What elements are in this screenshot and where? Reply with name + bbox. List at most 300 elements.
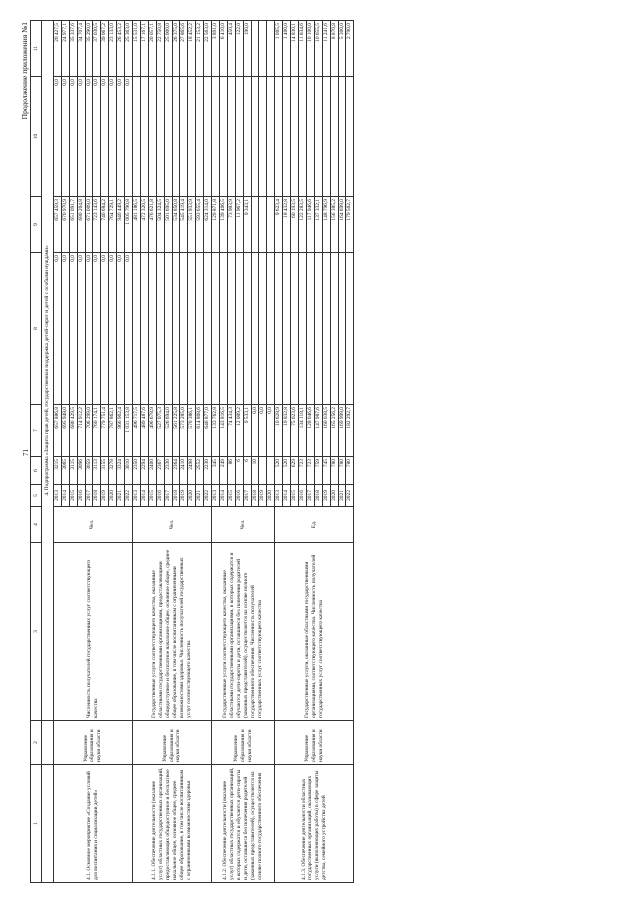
- regional-budget: 764 729,1: [109, 197, 117, 253]
- federal-budget: [330, 253, 338, 405]
- indicator-value: 2230: [204, 457, 212, 485]
- local-budget: [299, 77, 307, 197]
- year: 2020: [188, 485, 196, 507]
- regional-budget: 501 695,0: [164, 197, 172, 253]
- year: 2015: [291, 485, 299, 507]
- indicator-value: 2367: [156, 457, 164, 485]
- year: 2017: [85, 485, 93, 507]
- indicator-value: 2330: [164, 457, 172, 485]
- extrabudgetary: 39 067,2: [101, 21, 109, 77]
- extrabudgetary: 20 057,1: [148, 21, 156, 77]
- extrabudgetary: 35 337,6: [69, 21, 77, 77]
- indicator-value: 745: [322, 457, 330, 485]
- measure-name: 4.1.1. Обеспечение деятельности (оказание услуг) областных государственных организаций, предоставляющих общедоступное и бесплатное начальное общее, основное общее, среднее общее образование, в том числе воспитанникам с ограниченными возможностями здоровья: [132, 765, 211, 883]
- regional-budget: 534 850,8: [172, 197, 180, 253]
- year: 2017: [306, 485, 314, 507]
- indicator-value: 3065: [61, 457, 69, 485]
- indicator-value: 780: [338, 457, 346, 485]
- unit: Чел.: [212, 507, 275, 543]
- regional-budget: [259, 197, 267, 253]
- year: 2017: [164, 485, 172, 507]
- extrabudgetary: 35 290,0: [85, 21, 93, 77]
- local-budget: 0,0: [125, 77, 133, 197]
- year: 2020: [109, 485, 117, 507]
- year: 2018: [172, 485, 180, 507]
- local-budget: 0,0: [77, 77, 85, 197]
- indicator-value: 3155: [101, 457, 109, 485]
- total-amount: 0,0: [267, 405, 275, 457]
- local-budget: [196, 77, 204, 197]
- year: 2019: [259, 485, 267, 507]
- total-amount: 489 487,6: [140, 405, 148, 457]
- federal-budget: [346, 253, 354, 405]
- regional-budget: 940 449,2: [117, 197, 125, 253]
- indicator-value: 2552: [196, 457, 204, 485]
- col-number: 1: [31, 765, 42, 883]
- extrabudgetary: 25 000,0: [164, 21, 172, 77]
- year: 2013: [212, 485, 220, 507]
- federal-budget: [314, 253, 322, 405]
- total-amount: 573 285,0: [180, 405, 188, 457]
- year: 2016: [77, 485, 85, 507]
- total-amount: 706 299,0: [85, 405, 93, 457]
- federal-budget: 0,0: [77, 253, 85, 405]
- year: 2015: [148, 485, 156, 507]
- local-budget: [180, 77, 188, 197]
- local-budget: [338, 77, 346, 197]
- federal-budget: [196, 253, 204, 405]
- federal-budget: [251, 253, 259, 405]
- regional-budget: 624 314,0: [204, 197, 212, 253]
- extrabudgetary: 11 834,6: [299, 21, 307, 77]
- federal-budget: [338, 253, 346, 405]
- extrabudgetary: 190,0: [243, 21, 251, 77]
- extrabudgetary: 37 030,5: [93, 21, 101, 77]
- regional-budget: 122 283,5: [299, 197, 307, 253]
- regional-budget: 593 655,4: [196, 197, 204, 253]
- regional-budget: 60 193,5: [291, 197, 299, 253]
- local-budget: [322, 77, 330, 197]
- year: 2013: [275, 485, 283, 507]
- indicator-value: 3059: [85, 457, 93, 485]
- year: 2014: [61, 485, 69, 507]
- year: 2018: [93, 485, 101, 507]
- extrabudgetary: 6 410,0: [219, 21, 227, 77]
- local-budget: [204, 77, 212, 197]
- extrabudgetary: 8 870,8: [330, 21, 338, 77]
- indicator-value: 6: [243, 457, 251, 485]
- col-number: 5: [31, 485, 42, 507]
- indicator-value: 3324: [117, 457, 125, 485]
- indicator-value: 520: [275, 457, 283, 485]
- local-budget: [283, 77, 291, 197]
- extrabudgetary: 22 750,8: [156, 21, 164, 77]
- empty-cell: [42, 765, 54, 883]
- year: 2016: [235, 485, 243, 507]
- year: 2013: [132, 485, 140, 507]
- extrabudgetary: 2 790,0: [346, 21, 354, 77]
- year: 2016: [156, 485, 164, 507]
- regional-budget: 1 005 790,8: [125, 197, 133, 253]
- indicator-value: 6: [235, 457, 243, 485]
- federal-budget: 0,0: [85, 253, 93, 405]
- regional-budget: 671 009,0: [85, 197, 93, 253]
- total-amount: 686 429,5: [69, 405, 77, 457]
- total-amount: 496 717,5: [132, 405, 140, 457]
- year: 2018: [251, 485, 259, 507]
- regional-budget: 740 684,2: [101, 197, 109, 253]
- total-amount: 0,0: [251, 405, 259, 457]
- table-row: [275, 21, 283, 883]
- federal-budget: [291, 253, 299, 405]
- extrabudgetary: 3 891,0: [212, 21, 220, 77]
- local-budget: [172, 77, 180, 197]
- local-budget: 0,0: [101, 77, 109, 197]
- local-budget: 0,0: [109, 77, 117, 197]
- extrabudgetary: 1 400,0: [283, 21, 291, 77]
- regional-budget: 545 419,4: [180, 197, 188, 253]
- indicator-value: 2294: [140, 457, 148, 485]
- col-number: 8: [31, 253, 42, 405]
- executor: Управление образования и науки области: [132, 721, 211, 765]
- extrabudgetary: 17 167,1: [140, 21, 148, 77]
- total-amount: 526 694,0: [164, 405, 172, 457]
- total-amount: 657 886,8: [53, 405, 61, 457]
- extrabudgetary: 21 153,2: [196, 21, 204, 77]
- total-amount: 614 808,6: [196, 405, 204, 457]
- local-budget: [259, 77, 267, 197]
- year: 2020: [267, 485, 275, 507]
- year: 2019: [322, 485, 330, 507]
- indicator-value: 3115: [69, 457, 77, 485]
- total-amount: 527 075,3: [156, 405, 164, 457]
- indicator-name: Государственные услуги соответствующего качества, оказанные областными государственными организациями, предоставляющими общедоступное и бесплатное начальное общее, основное общее, среднее общее образование, в том числе воспитанникам с ограниченными возможностями здоровья. Численность получателей государственных услуг соответствующего качества: [132, 543, 211, 721]
- federal-budget: [132, 253, 140, 405]
- regional-budget: 139 406,5: [219, 197, 227, 253]
- indicator-value: 10: [251, 457, 259, 485]
- federal-budget: [188, 253, 196, 405]
- table-row: [53, 21, 61, 883]
- year: 2015: [227, 485, 235, 507]
- federal-budget: [164, 253, 172, 405]
- indicator-value: 723: [306, 457, 314, 485]
- local-budget: [227, 77, 235, 197]
- local-budget: [132, 77, 140, 197]
- indicator-name: Государственные услуги, оказанные областными государственными организациями, соответствующего качества. Численность получателей государственных услуг соответствующего качества: [275, 543, 354, 721]
- total-amount: 74 434,3: [227, 405, 235, 457]
- total-amount: 10 628,9: [275, 405, 283, 457]
- extrabudgetary: 122,0: [235, 21, 243, 77]
- indicator-value: 3010: [125, 457, 133, 485]
- total-amount: 0,0: [259, 405, 267, 457]
- col-number: 9: [31, 197, 42, 253]
- indicator-value: 723: [299, 457, 307, 485]
- indicator-value: 2364: [172, 457, 180, 485]
- table-row: [132, 21, 140, 883]
- local-budget: [235, 77, 243, 197]
- local-budget: [140, 77, 148, 197]
- local-budget: [212, 77, 220, 197]
- regional-budget: 73 983,9: [227, 197, 235, 253]
- federal-budget: [322, 253, 330, 405]
- regional-budget: 11 967,2: [235, 197, 243, 253]
- regional-budget: 551 933,9: [188, 197, 196, 253]
- federal-budget: [204, 253, 212, 405]
- local-budget: [148, 77, 156, 197]
- year: 2022: [125, 485, 133, 507]
- year: 2016: [299, 485, 307, 507]
- total-amount: 9 533,1: [243, 405, 251, 457]
- total-amount: 496 678,9: [148, 405, 156, 457]
- local-budget: [243, 77, 251, 197]
- indicator-value: 2400: [148, 457, 156, 485]
- measure-name: 4.1.2. Обеспечение деятельности (оказание услуг) областных государственных организаций, в которых содержатся и обучаются дети-сироты и дети, оставшиеся без попечения родителей (законных представителей), осуществляется на основе полного государственного обеспечения: [212, 765, 275, 883]
- total-amount: 128 046,6: [306, 405, 314, 457]
- federal-budget: [172, 253, 180, 405]
- extrabudgetary: 25 363,0: [125, 21, 133, 77]
- regional-budget: 129 871,8: [212, 197, 220, 253]
- federal-budget: [275, 253, 283, 405]
- indicator-value: 345: [212, 457, 220, 485]
- year: 2019: [180, 485, 188, 507]
- federal-budget: 0,0: [125, 253, 133, 405]
- year: 2018: [314, 485, 322, 507]
- regional-budget: [267, 197, 275, 253]
- regional-budget: 504 324,5: [156, 197, 164, 253]
- federal-budget: [212, 253, 220, 405]
- year: 2015: [69, 485, 77, 507]
- extrabudgetary: 26 375,0: [172, 21, 180, 77]
- total-amount: 134 118,1: [299, 405, 307, 457]
- total-amount: 19 832,8: [283, 405, 291, 457]
- indicator-value: 2350: [132, 457, 140, 485]
- federal-budget: [227, 253, 235, 405]
- federal-budget: [219, 253, 227, 405]
- regional-budget: 9 343,1: [243, 197, 251, 253]
- extrabudgetary: [267, 21, 275, 77]
- total-amount: 760 174,1: [93, 405, 101, 457]
- year: 2013: [53, 485, 61, 507]
- regional-budget: 481 186,5: [132, 197, 140, 253]
- unit: Чел.: [53, 507, 132, 543]
- total-amount: 1 031 153,8: [125, 405, 133, 457]
- regional-budget: 657 459,3: [53, 197, 61, 253]
- regional-budget: 18 432,8: [283, 197, 291, 253]
- page-number: 71: [22, 449, 30, 456]
- extrabudgetary: 450,4: [227, 21, 235, 77]
- local-budget: [346, 77, 354, 197]
- total-amount: 561 225,8: [172, 405, 180, 457]
- indicator-value: 3096: [77, 457, 85, 485]
- total-amount: 182 292,7: [346, 405, 354, 457]
- local-budget: [188, 77, 196, 197]
- total-amount: 12 089,2: [235, 405, 243, 457]
- local-budget: 0,0: [117, 77, 125, 197]
- col-number: 2: [31, 721, 42, 765]
- year: 2019: [101, 485, 109, 507]
- regional-budget: 723 143,6: [93, 197, 101, 253]
- local-budget: 0,0: [61, 77, 69, 197]
- regional-budget: 651 091,7: [69, 197, 77, 253]
- extrabudgetary: 27 865,6: [180, 21, 188, 77]
- indicator-value: 780: [346, 457, 354, 485]
- indicator-value: 3278: [109, 457, 117, 485]
- local-budget: 0,0: [69, 77, 77, 197]
- regional-budget: 156 385,2: [330, 197, 338, 253]
- federal-budget: [299, 253, 307, 405]
- extrabudgetary: 26 453,2: [117, 21, 125, 77]
- year: 2021: [338, 485, 346, 507]
- year: 2021: [196, 485, 204, 507]
- column-number-row: [31, 21, 42, 883]
- indicator-value: 2498: [188, 457, 196, 485]
- regional-budget: 179 502,7: [346, 197, 354, 253]
- federal-budget: [306, 253, 314, 405]
- table-body: [42, 21, 354, 883]
- indicator-value: 520: [283, 457, 291, 485]
- indicator-value: [259, 457, 267, 485]
- local-budget: 0,0: [93, 77, 101, 197]
- local-budget: [156, 77, 164, 197]
- regional-budget: 9 623,4: [275, 197, 283, 253]
- table-row: [212, 21, 220, 883]
- extrabudgetary: 10 655,5: [314, 21, 322, 77]
- extrabudgetary: 10 100,0: [306, 21, 314, 77]
- federal-budget: 0,0: [61, 253, 69, 405]
- regional-budget: 148 796,9: [322, 197, 330, 253]
- federal-budget: 0,0: [53, 253, 61, 405]
- extrabudgetary: [259, 21, 267, 77]
- subprogram-title: 4. Подпрограмма «Защита прав детей, государственная поддержка детей-сирот и детей с особыми нуждами»: [42, 21, 54, 721]
- federal-budget: 0,0: [93, 253, 101, 405]
- year: 2014: [283, 485, 291, 507]
- year: 2014: [140, 485, 148, 507]
- regional-budget: 137 332,1: [314, 197, 322, 253]
- federal-budget: 0,0: [117, 253, 125, 405]
- local-budget: [251, 77, 259, 197]
- unit: Чел.: [132, 507, 211, 543]
- federal-budget: [140, 253, 148, 405]
- total-amount: 695 948,0: [61, 405, 69, 457]
- local-budget: 0,0: [53, 77, 61, 197]
- total-amount: 75 023,6: [291, 405, 299, 457]
- col-number: 4: [31, 507, 42, 543]
- extrabudgetary: 22 563,0: [204, 21, 212, 77]
- executor: Управление образования и науки области: [275, 721, 354, 765]
- col-number: 7: [31, 405, 42, 457]
- extrabudgetary: 14 830,1: [291, 21, 299, 77]
- total-amount: 714 912,2: [77, 405, 85, 457]
- extrabudgetary: 1 005,5: [275, 21, 283, 77]
- federal-budget: [259, 253, 267, 405]
- year: 2021: [117, 485, 125, 507]
- indicator-value: 86: [227, 457, 235, 485]
- federal-budget: [148, 253, 156, 405]
- federal-budget: [235, 253, 243, 405]
- total-amount: 147 987,6: [314, 405, 322, 457]
- executor: Управление образования и науки области: [53, 721, 132, 765]
- regional-budget: 476 621,8: [148, 197, 156, 253]
- total-amount: 143 816,5: [219, 405, 227, 457]
- regional-budget: 670 970,9: [61, 197, 69, 253]
- measure-name: 4.1. Основное мероприятие «Создание условий для воспитания и социализации детей»: [53, 765, 132, 883]
- federal-budget: [156, 253, 164, 405]
- federal-budget: [243, 253, 251, 405]
- total-amount: 570 386,1: [188, 405, 196, 457]
- extrabudgetary: 34 707,4: [77, 21, 85, 77]
- local-budget: [314, 77, 322, 197]
- indicator-value: 629: [291, 457, 299, 485]
- executor: Управление образования и науки области: [212, 721, 275, 765]
- indicator-value: 780: [330, 457, 338, 485]
- extrabudgetary: 18 452,2: [188, 21, 196, 77]
- extrabudgetary: 20 427,5: [53, 21, 61, 77]
- local-budget: [267, 77, 275, 197]
- regional-budget: [251, 197, 259, 253]
- unit: Ед.: [275, 507, 354, 543]
- indicator-name: Численность получателей государственных услуг соответствующего качества: [53, 543, 132, 721]
- extrabudgetary: 23 133,0: [109, 21, 117, 77]
- federal-budget: [180, 253, 188, 405]
- year: 2022: [346, 485, 354, 507]
- extrabudgetary: 11 241,6: [322, 21, 330, 77]
- local-budget: [291, 77, 299, 197]
- extrabudgetary: [251, 21, 259, 77]
- federal-budget: 0,0: [109, 253, 117, 405]
- year: 2014: [219, 485, 227, 507]
- col-number: 11: [31, 21, 42, 77]
- indicator-value: 249: [219, 457, 227, 485]
- empty-cell: [42, 721, 54, 765]
- subprogram-row: [42, 21, 54, 883]
- program-table: [30, 20, 354, 883]
- extrabudgetary: 5 300,0: [338, 21, 346, 77]
- local-budget: [275, 77, 283, 197]
- indicator-value: 759: [314, 457, 322, 485]
- total-amount: 133 762,8: [212, 405, 220, 457]
- year: 2017: [243, 485, 251, 507]
- indicator-value: 3113: [93, 457, 101, 485]
- regional-budget: 117 946,6: [306, 197, 314, 253]
- extrabudgetary: 15 531,0: [132, 21, 140, 77]
- federal-budget: 0,0: [101, 253, 109, 405]
- federal-budget: [283, 253, 291, 405]
- year: 2020: [330, 485, 338, 507]
- local-budget: 0,0: [85, 77, 93, 197]
- regional-budget: 680 204,8: [77, 197, 85, 253]
- total-amount: 646 877,0: [204, 405, 212, 457]
- indicator-value: [267, 457, 275, 485]
- total-amount: 787 862,1: [109, 405, 117, 457]
- year: 2022: [204, 485, 212, 507]
- col-number: 6: [31, 457, 42, 485]
- regional-budget: 472 320,5: [140, 197, 148, 253]
- indicator-value: 2410: [180, 457, 188, 485]
- appendix-title: Продолжение приложения №1: [20, 22, 29, 120]
- indicator-value: 3215: [53, 457, 61, 485]
- federal-budget: [267, 253, 275, 405]
- total-amount: 779 751,4: [101, 405, 109, 457]
- extrabudgetary: 24 977,1: [61, 21, 69, 77]
- col-number: 3: [31, 543, 42, 721]
- local-budget: [219, 77, 227, 197]
- total-amount: 160 038,5: [322, 405, 330, 457]
- indicator-name: Государственные услуги соответствующего качества, оказанные областными государственными организациями, в которых содержатся и обучаются дети-сироты и дети, оставшиеся без попечения родителей (законных представителей), осуществляется на основе полного государственного обеспечения. Численность получателей государственных услуг соответствующего качества: [212, 543, 275, 721]
- col-number: 10: [31, 77, 42, 197]
- federal-budget: 0,0: [69, 253, 77, 405]
- total-amount: 966 902,4: [117, 405, 125, 457]
- total-amount: 165 256,2: [330, 405, 338, 457]
